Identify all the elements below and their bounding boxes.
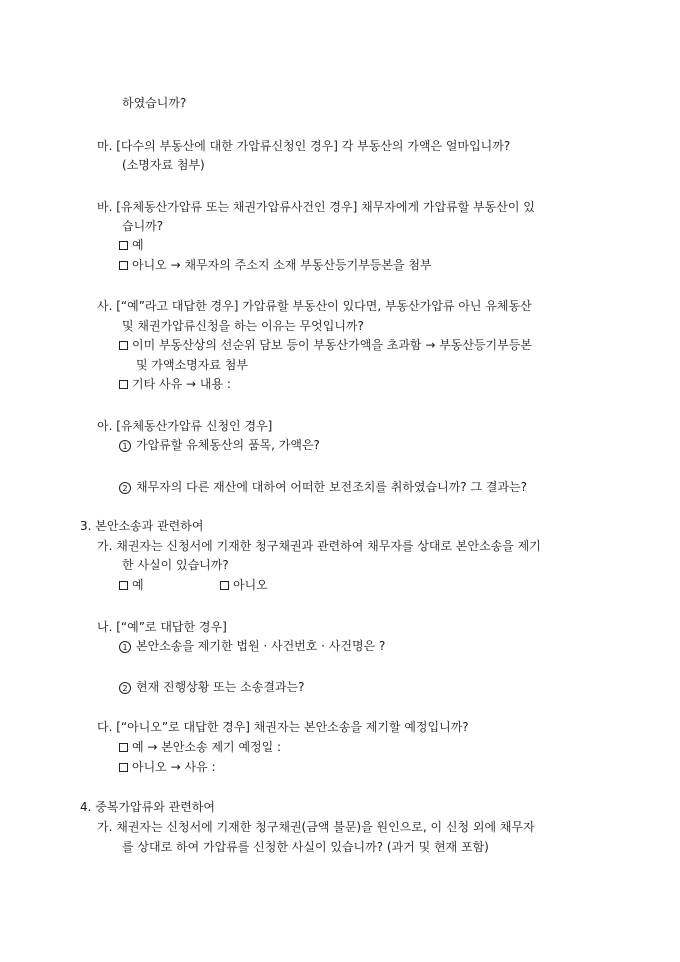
section-3-heading: 3. 본안소송과 관련하여 bbox=[80, 519, 204, 533]
item-sa-line1: 사. [“예”라고 대답한 경우] 가압류할 부동산이 있다면, 부동산가압류 아닌 유체동산 bbox=[97, 299, 532, 313]
item-a-heading: 아. [유체동산가압류 신청인 경우] bbox=[97, 419, 273, 433]
circled-number-icon: 1 bbox=[119, 440, 131, 452]
checkbox-icon bbox=[119, 341, 128, 350]
item-ga-line1: 가. 채권자는 신청서에 기재한 청구채권과 관련하여 채무자를 상대로 본안소송을 제기 bbox=[97, 539, 541, 553]
option-no: 아니오 bbox=[220, 575, 268, 595]
item-ma-line1: 마. [다수의 부동산에 대한 가압류신청인 경우] 각 부동산의 가액은 얼마입니까? bbox=[97, 139, 511, 153]
checkbox-icon bbox=[119, 743, 128, 752]
checkbox-icon bbox=[220, 581, 229, 590]
checkbox-icon bbox=[119, 241, 128, 250]
checkbox-icon bbox=[119, 763, 128, 772]
item-ba-line1: 바. [유체동산가압류 또는 채권가압류사건인 경우] 채무자에게 가압류할 부동산이 있 bbox=[97, 200, 535, 214]
option-no: 아니오 → 채무자의 주소지 소재 부동산등기부등본을 첨부 bbox=[119, 255, 432, 275]
checkbox-icon bbox=[119, 380, 128, 389]
checkbox-icon bbox=[119, 581, 128, 590]
option-yes: 예 → 본안소송 제기 예정일 : bbox=[119, 737, 281, 757]
circled-number-icon: 2 bbox=[119, 682, 131, 694]
circled-number-icon: 2 bbox=[119, 482, 131, 494]
item-ma-line2: (소명자료 첨부) bbox=[122, 158, 205, 172]
item-ga-line2: 를 상대로 하여 가압류를 신청한 사실이 있습니까? (과거 및 현재 포함) bbox=[122, 840, 489, 854]
item-ga-line2: 한 사실이 있습니까? bbox=[122, 558, 229, 572]
item-ba-line2: 습니까? bbox=[122, 219, 164, 233]
option-yes: 예 bbox=[119, 235, 144, 255]
option-exceeds: 이미 부동산상의 선순위 담보 등이 부동산가액을 초과함 → 부동산등기부등본 bbox=[119, 335, 532, 355]
item-da-heading: 다. [“아니오”로 대답한 경우] 채권자는 본안소송을 제기할 예정입니까? bbox=[97, 720, 469, 734]
option-yes: 예 bbox=[119, 575, 144, 595]
option-other: 기타 사유 → 내용 : bbox=[119, 374, 231, 394]
item-na-heading: 나. [“예”로 대답한 경우] bbox=[97, 620, 227, 634]
question-1: 1 본안소송을 제기한 법원 · 사건번호 · 사건명은 ? bbox=[119, 636, 385, 656]
section-4-heading: 4. 중복가압류와 관련하여 bbox=[80, 800, 215, 814]
question-2: 2 현재 진행상황 또는 소송결과는? bbox=[119, 677, 305, 697]
question-2: 2 채무자의 다른 재산에 대하여 어떠한 보전조치를 취하였습니까? 그 결과는? bbox=[119, 477, 527, 497]
option-no: 아니오 → 사유 : bbox=[119, 757, 216, 777]
item-sa-line2: 및 채권가압류신청을 하는 이유는 무엇입니까? bbox=[122, 319, 364, 333]
circled-number-icon: 1 bbox=[119, 641, 131, 653]
item-ga-line1: 가. 채권자는 신청서에 기재한 청구채권(금액 불문)을 원인으로, 이 신청 외에 채무자 bbox=[97, 820, 535, 834]
question-1: 1 가압류할 유체동산의 품목, 가액은? bbox=[119, 435, 320, 455]
text-line: 하였습니까? bbox=[122, 96, 187, 110]
checkbox-icon bbox=[119, 261, 128, 270]
option-exceeds-cont: 및 가액소명자료 첨부 bbox=[136, 358, 248, 372]
